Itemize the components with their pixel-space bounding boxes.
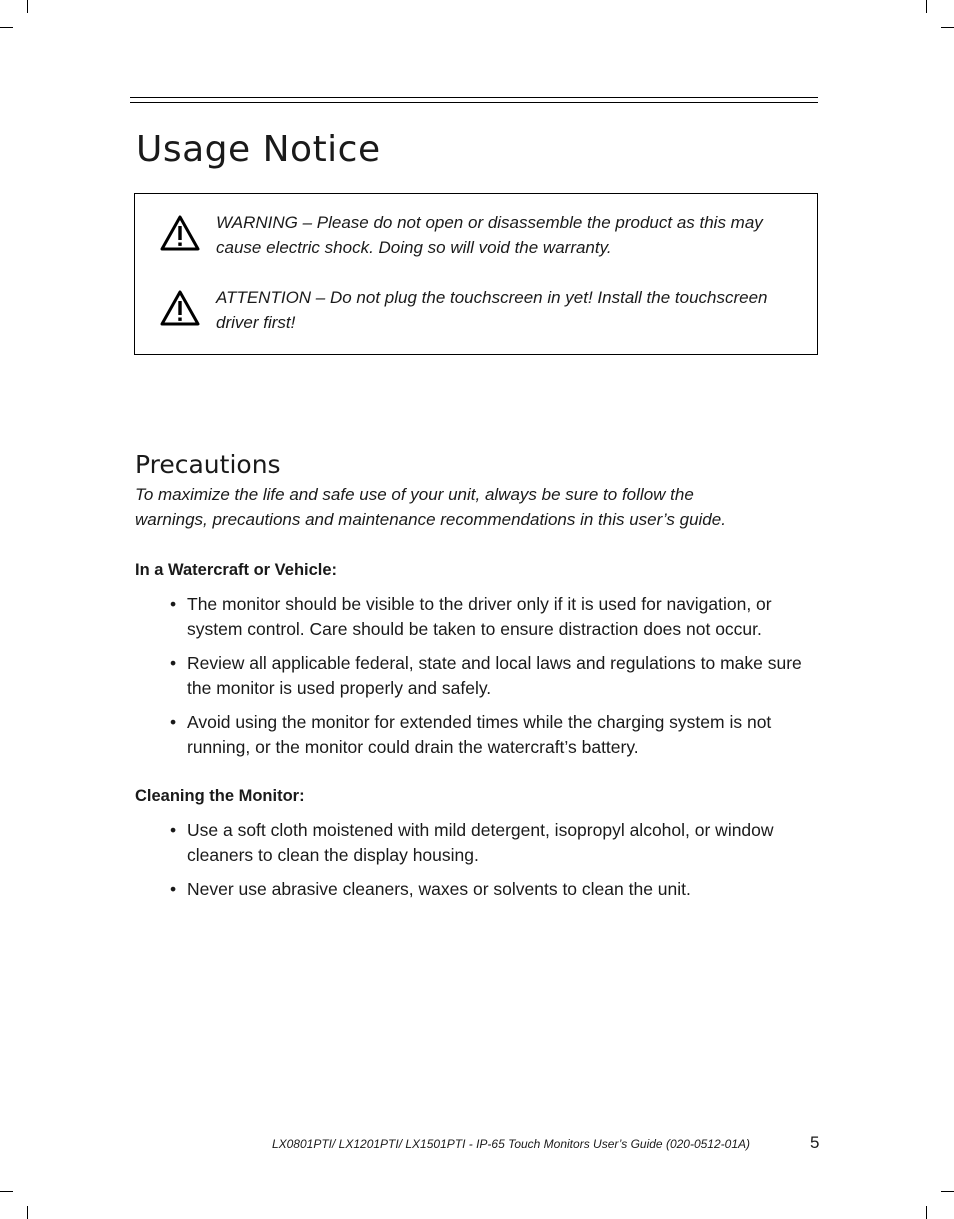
list-item-text: Review all applicable federal, state and local laws and regulations to make sure the monitor is used properly and safely. [187,653,802,698]
bullet-icon: • [170,653,177,673]
crop-mark [0,1191,13,1192]
crop-mark [27,0,28,13]
footer-text: LX0801PTI/ LX1201PTI/ LX1501PTI - IP-65 Touch Monitors User’s Guide (020-0512-01A) [271,1137,750,1151]
attention-text: ATTENTION – Do not plug the touchscreen in yet! Install the touchscreen driver first! [216,288,768,332]
page-number: 5 [810,1133,820,1152]
intro-paragraph: To maximize the life and safe use of your unit, always be sure to follow the warnings, precautions and maintenance recommendations in this user’s guide. [135,485,726,529]
bullet-icon: • [170,879,177,899]
subheading-watercraft: In a Watercraft or Vehicle: [135,561,338,579]
bullet-list-cleaning [135,818,815,911]
list-item [135,710,815,760]
crop-mark [27,1206,28,1219]
list-item [135,877,815,902]
crop-mark [941,1191,954,1192]
section-title: Precautions [135,450,281,479]
bullet-icon: • [170,594,177,614]
crop-mark [926,1206,927,1219]
warning-triangle-icon [159,289,201,327]
page-title: Usage Notice [136,129,381,170]
subheading-cleaning: Cleaning the Monitor: [135,787,305,805]
list-item-text: The monitor should be visible to the driver only if it is used for navigation, or system control. Care should be taken to ensure distraction does not occur. [187,594,772,639]
header-rule [130,102,818,103]
warning-text: WARNING – Please do not open or disassemble the product as this may cause electric shock. Doing so will void the warranty. [216,213,763,257]
list-item [135,818,815,868]
warning-triangle-icon [159,214,201,252]
notice-box [134,193,818,355]
list-item [135,651,815,701]
list-item-text: Use a soft cloth moistened with mild detergent, isopropyl alcohol, or window cleaners to clean the display housing. [187,820,774,865]
header-rule [130,97,818,98]
bullet-icon: • [170,820,177,840]
crop-mark [926,0,927,13]
list-item-text: Avoid using the monitor for extended times while the charging system is not running, or the monitor could drain the watercraft’s battery. [187,712,772,757]
bullet-icon: • [170,712,177,732]
list-item-text: Never use abrasive cleaners, waxes or solvents to clean the unit. [187,879,691,899]
crop-mark [941,27,954,28]
bullet-list-watercraft [135,592,815,769]
list-item [135,592,815,642]
crop-mark [0,27,13,28]
